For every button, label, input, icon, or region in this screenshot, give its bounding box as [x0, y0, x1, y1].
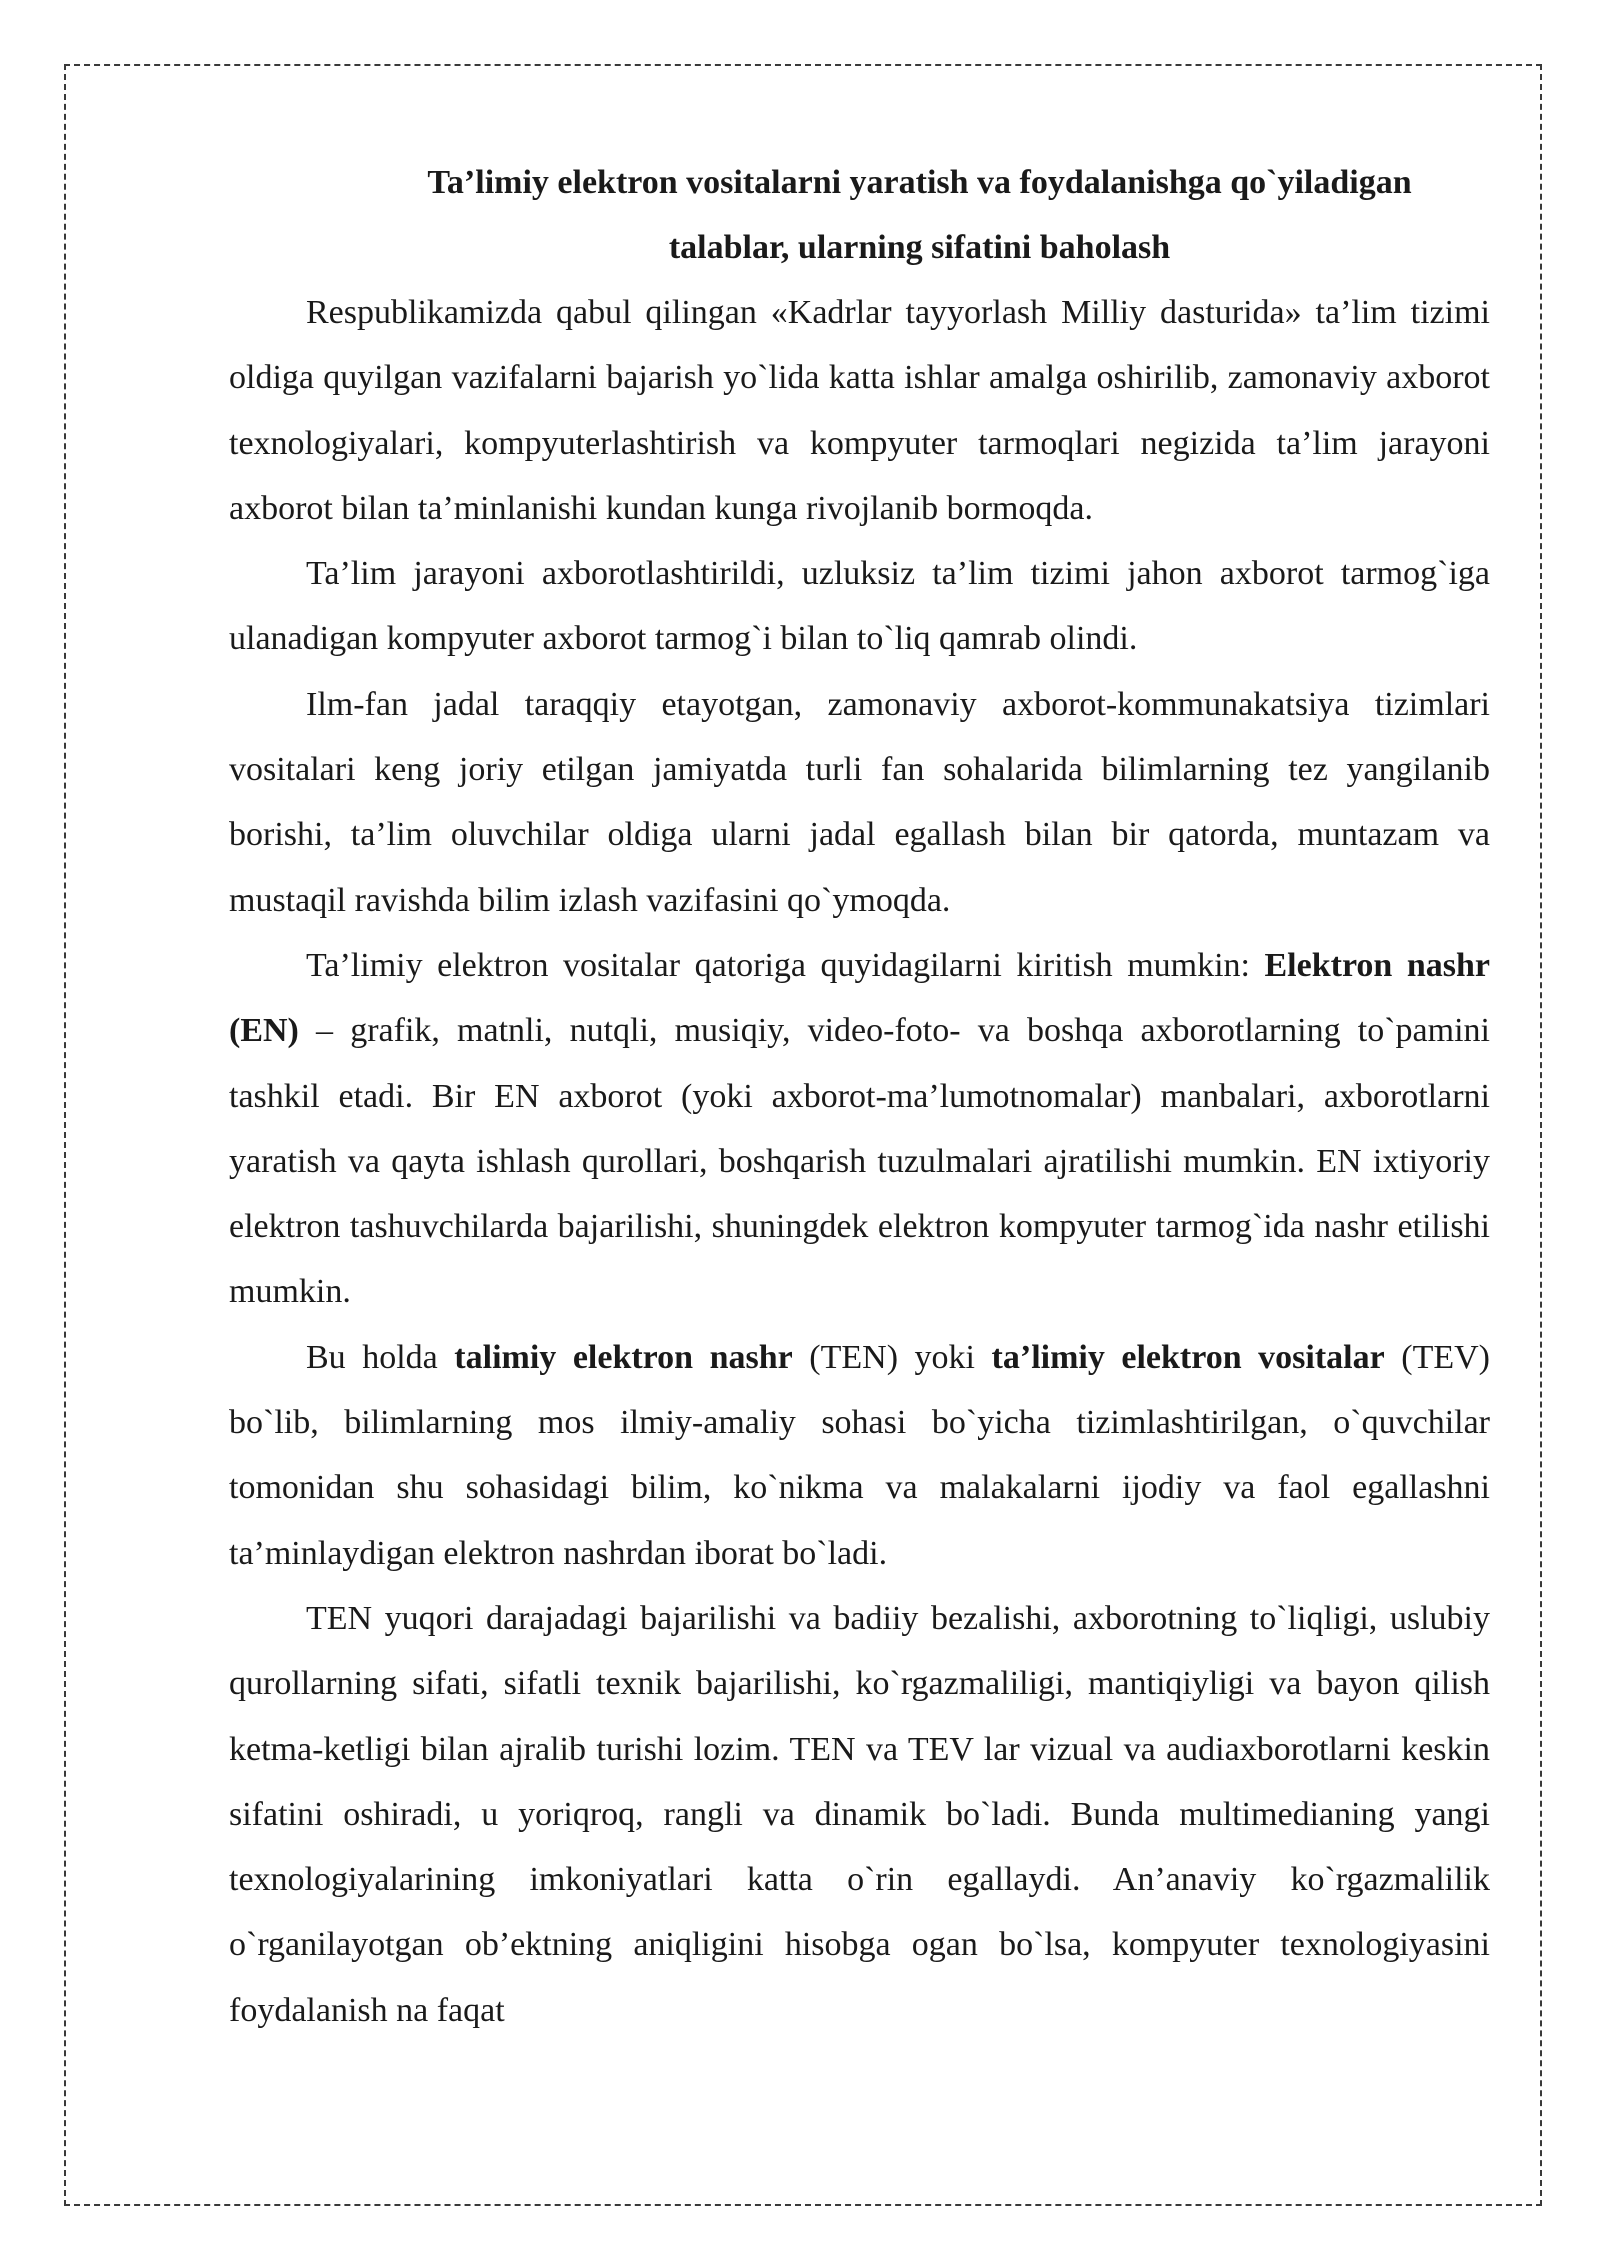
term-talimiy-elektron-nashr: talimiy elektron nashr — [454, 1338, 793, 1376]
paragraph-6: TEN yuqori darajadagi bajarilishi va badiiy bezalishi, axborotning to`liqligi, uslubiy qurollarning sifati, sifatli texnik bajarilishi, ko`rgazmaliligi, mantiqiyligi va bayon qilish ketma-ketligi bilan ajralib turishi lozim. TEN va TEV lar vizual va audiaxborotlarni keskin sifatini oshiradi, u yoriqroq, rangli va dinamik bo`ladi. Bunda multimedianing yangi texnologiyalarining imkoniyatlari katta o`rin egallaydi. An’anaviy ko`rgazmalilik o`rganilayotgan ob’ektning aniqligini hisobga ogan bo`lsa, kompyuter texnologiyasini foydalanish na faqat — [229, 1599, 1490, 2029]
paragraph-5 — [229, 1325, 1490, 1586]
paragraph-2: Ta’lim jarayoni axborotlashtirildi, uzluksiz ta’lim tizimi jahon axborot tarmog`iga ulanadigan kompyuter axborot tarmog`i bilan to`liq qamrab olindi. — [229, 555, 1490, 658]
term-talimiy-elektron-vositalar: ta’limiy elektron vositalar — [991, 1338, 1385, 1376]
document-title — [229, 150, 1490, 280]
paragraph-4 — [229, 933, 1490, 1325]
paragraph-4-start: Ta’limiy elektron vositalar qatoriga quyidagilarni kiritish mumkin: — [306, 946, 1265, 984]
paragraph-1: Respublikamizda qabul qilingan «Kadrlar tayyorlash Milliy dasturida» ta’lim tizimi oldiga quyilgan vazifalarni bajarish yo`lida katta ishlar amalga oshirilib, zamonaviy axborot texnologiyalari, kompyuterlashtirish va kompyuter tarmoqlari negizida ta’lim jarayoni axborot bilan ta’minlanishi kundan kunga rivojlanib bormoqda. — [229, 294, 1490, 527]
paragraph-3: Ilm-fan jadal taraqqiy etayotgan, zamonaviy axborot-kommunakatsiya tizimlari vositalari keng joriy etilgan jamiyatda turli fan sohalarida bilimlarning tez yangilanib borishi, ta’lim oluvchilar oldiga ularni jadal egallash bilan bir qatorda, muntazam va mustaqil ravishda bilim izlash vazifasini qo`ymoqda. — [229, 685, 1490, 919]
paragraph-5-c: (TEV) bo`lib, bilimlarning mos ilmiy-amaliy sohasi bo`yicha tizimlashtirilgan, o`quvchilar tomonidan shu sohasidagi bilim, ko`nikma va malakalarni ijodiy va faol egallashni ta’minlaydigan elektron nashrdan iborat bo`ladi. — [229, 1338, 1490, 1572]
title-line-1: Ta’limiy elektron vositalarni yaratish va foydalanishga qo`yiladigan — [427, 164, 1412, 201]
paragraph-5-a: Bu holda — [306, 1338, 455, 1376]
paragraph-5-b: (TEN) yoki — [792, 1338, 992, 1376]
paragraph-4-end: – grafik, matnli, nutqli, musiqiy, video-foto- va boshqa axborotlarning to`pamini tashkil etadi. Bir EN axborot (yoki axborot-ma’lumotnomalar) manbalari, axborotlarni yaratish va qayta ishlash qurollari, boshqarish tuzulmalari ajratilishi mumkin. EN ixtiyoriy elektron tashuvchilarda bajarilishi, shuningdek elektron kompyuter tarmog`ida nashr etilishi mumkin. — [229, 1012, 1490, 1311]
title-line-2: talablar, ularning sifatini baholash — [668, 229, 1171, 266]
term-elektron-nashr: Elektron nashr (EN) — [229, 946, 1490, 1050]
document-body — [229, 150, 1490, 2043]
